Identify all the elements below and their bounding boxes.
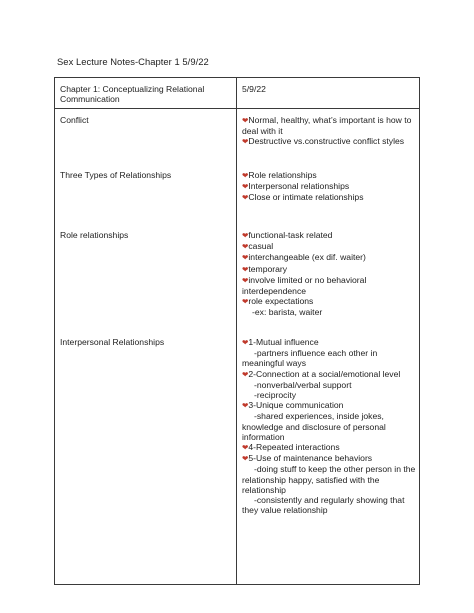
heart-bullet-icon: ❤ <box>242 338 249 347</box>
header-chapter-cell: Chapter 1: Conceptualizing Relational Communication <box>60 84 205 105</box>
note-subitem: -doing stuff to keep the other person in the relationship happy, satisfied with the relationship <box>242 464 416 495</box>
note-item: ❤1-Mutual influence <box>242 337 319 347</box>
heart-bullet-icon: ❤ <box>242 401 249 411</box>
note-subitem: -shared experiences, inside jokes, knowledge and disclosure of personal information <box>242 411 386 442</box>
note-subitem: -ex: barista, waiter <box>252 307 323 318</box>
note-subitem: -nonverbal/verbal support <box>254 379 352 390</box>
notes-table <box>54 77 420 585</box>
heart-bullet-icon: ❤ <box>242 116 249 125</box>
note-subitem: -consistently and regularly showing that they value relationship <box>242 495 405 516</box>
heart-bullet-icon: ❤ <box>242 242 249 252</box>
note-item: ❤Role relationships <box>242 170 317 180</box>
heart-bullet-icon: ❤ <box>242 443 249 453</box>
term-conflict: Conflict <box>60 115 89 125</box>
term-three-types: Three Types of Relationships <box>60 170 172 180</box>
header-date-cell: 5/9/22 <box>242 84 266 94</box>
header-divider <box>55 108 419 109</box>
heart-bullet-icon: ❤ <box>242 253 249 263</box>
note-item: ❤4-Repeated interactions <box>242 442 340 453</box>
note-item: ❤involve limited or no behavioral interdependence <box>242 274 367 297</box>
note-item: ❤Interpersonal relationships <box>242 181 350 192</box>
heart-bullet-icon: ❤ <box>242 297 249 307</box>
notes-role-relationships <box>242 230 417 318</box>
note-item: ❤Destructive vs.constructive conflict styles <box>242 136 405 147</box>
note-item: ❤interchangeable (ex dif. waiter) <box>242 252 366 263</box>
note-item: ❤functional-task related <box>242 230 333 240</box>
notes-interpersonal-relationships <box>242 337 417 515</box>
note-item: ❤casual <box>242 241 274 252</box>
note-item: ❤Close or intimate relationships <box>242 192 364 203</box>
heart-bullet-icon: ❤ <box>242 182 249 192</box>
term-interpersonal-relationships: Interpersonal Relationships <box>60 337 165 347</box>
heart-bullet-icon: ❤ <box>242 137 249 147</box>
heart-bullet-icon: ❤ <box>242 275 249 285</box>
note-item: ❤5-Use of maintenance behaviors <box>242 453 373 464</box>
note-item: ❤2-Connection at a social/emotional level <box>242 368 401 379</box>
note-subitem: -reciprocity <box>254 390 297 401</box>
note-item: ❤3-Unique communication <box>242 400 344 411</box>
note-subitem: -partners influence each other in meaningful ways <box>242 348 378 369</box>
document-title: Sex Lecture Notes-Chapter 1 5/9/22 <box>57 56 209 67</box>
notes-three-types <box>242 170 417 204</box>
heart-bullet-icon: ❤ <box>242 454 249 464</box>
note-item: ❤temporary <box>242 263 288 274</box>
term-role-relationships: Role relationships <box>60 230 129 240</box>
note-item: ❤Normal, healthy, what’s important is how to deal with it <box>242 115 412 137</box>
heart-bullet-icon: ❤ <box>242 231 249 240</box>
heart-bullet-icon: ❤ <box>242 193 249 203</box>
note-item: ❤role expectations <box>242 296 314 307</box>
heart-bullet-icon: ❤ <box>242 171 249 180</box>
heart-bullet-icon: ❤ <box>242 369 249 379</box>
heart-bullet-icon: ❤ <box>242 264 249 274</box>
notes-conflict <box>242 115 417 148</box>
column-divider <box>236 78 237 584</box>
